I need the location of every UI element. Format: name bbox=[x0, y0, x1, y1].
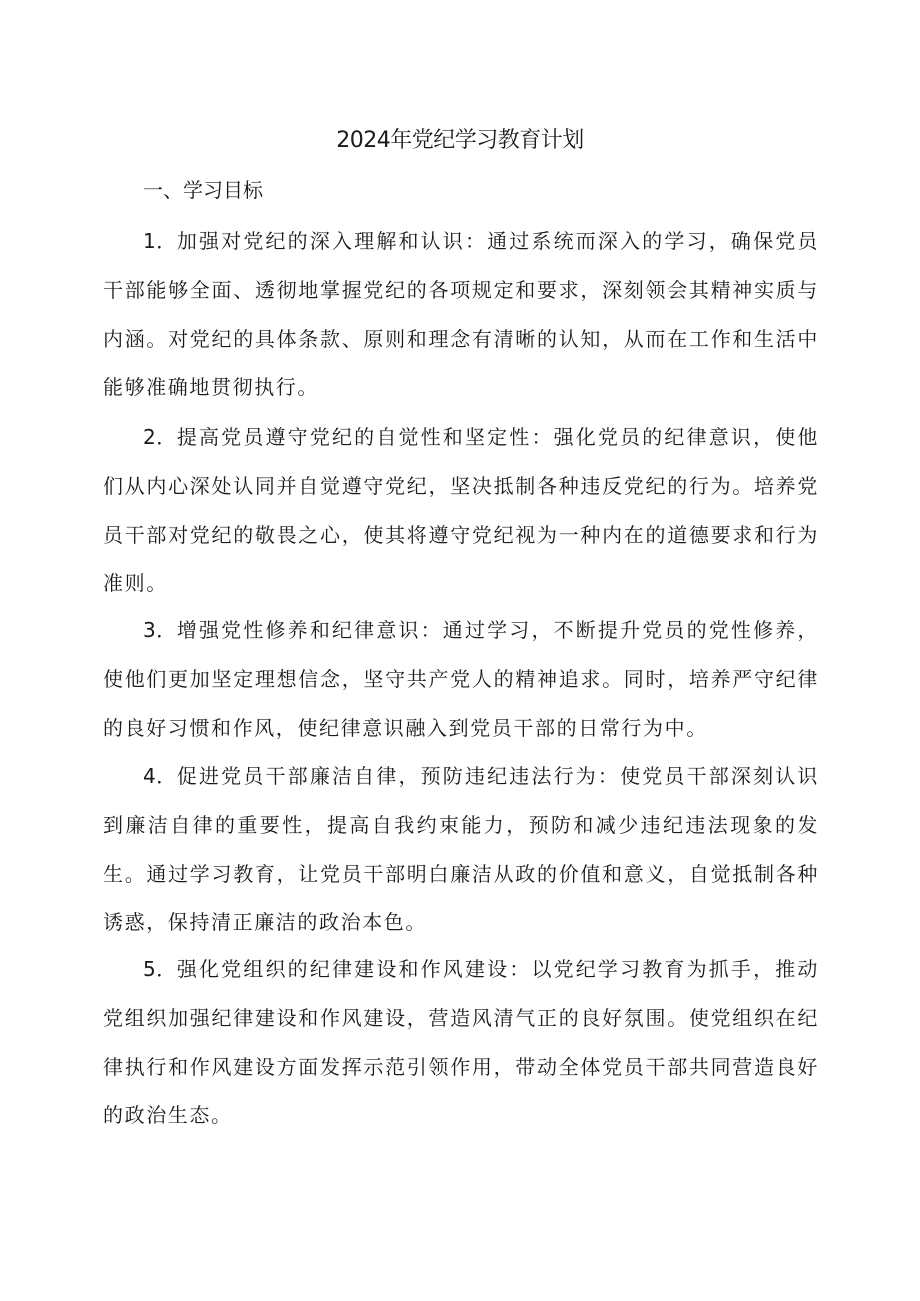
document-title: 2024年党纪学习教育计划 bbox=[336, 128, 584, 153]
paragraph-text: 增强党性修养和纪律意识：通过学习，不断提升党员的党性修养，使他们更加坚定理想信念，坚守共产党人的精神追求。同时，培养严守纪律的良好习惯和作风，使纪律意识融入到党员干部的日常行为中。 bbox=[103, 618, 819, 740]
section-heading: 一、学习目标 bbox=[143, 178, 263, 202]
paragraph-text: 加强对党纪的深入理解和认识：通过系统而深入的学习，确保党员干部能够全面、透彻地掌握党纪的各项规定和要求，深刻领会其精神实质与内涵。对党纪的具体条款、原则和理念有清晰的认知，从而在工作和生活中能够准确地贯彻执行。 bbox=[103, 229, 819, 400]
goal-paragraph-1: 1．加强对党纪的深入理解和认识：通过系统而深入的学习，确保党员干部能够全面、透彻地掌握党纪的各项规定和要求，深刻领会其精神实质与内涵。对党纪的具体条款、原则和理念有清晰的认知，从而在工作和生活中能够准确地贯彻执行。 bbox=[103, 229, 819, 400]
paragraph-number: 3 bbox=[143, 618, 156, 642]
goal-paragraph-5: 5．强化党组织的纪律建设和作风建设：以党纪学习教育为抓手，推动党组织加强纪律建设和作风建设，营造风清气正的良好氛围。使党组织在纪律执行和作风建设方面发挥示范引领作用，带动全体党员干部共同营造良好的政治生态。 bbox=[103, 957, 819, 1128]
paragraph-number: 5 bbox=[143, 957, 156, 981]
paragraph-number: 2 bbox=[143, 425, 156, 449]
paragraph-text: 提高党员遵守党纪的自觉性和坚定性：强化党员的纪律意识，使他们从内心深处认同并自觉遵守党纪，坚决抵制各种违反党纪的行为。培养党员干部对党纪的敬畏之心，使其将遵守党纪视为一种内在的道德要求和行为准则。 bbox=[103, 425, 819, 596]
goal-paragraph-3: 3．增强党性修养和纪律意识：通过学习，不断提升党员的党性修养，使他们更加坚定理想信念，坚守共产党人的精神追求。同时，培养严守纪律的良好习惯和作风，使纪律意识融入到党员干部的日常行为中。 bbox=[103, 618, 819, 740]
goal-paragraph-4: 4．促进党员干部廉洁自律，预防违纪违法行为：使党员干部深刻认识到廉洁自律的重要性，提高自我约束能力，预防和减少违纪违法现象的发生。通过学习教育，让党员干部明白廉洁从政的价值和意义，自觉抵制各种诱惑，保持清正廉洁的政治本色。 bbox=[103, 764, 819, 935]
paragraph-number: 4 bbox=[143, 764, 156, 788]
goal-paragraph-2: 2．提高党员遵守党纪的自觉性和坚定性：强化党员的纪律意识，使他们从内心深处认同并自觉遵守党纪，坚决抵制各种违反党纪的行为。培养党员干部对党纪的敬畏之心，使其将遵守党纪视为一种内在的道德要求和行为准则。 bbox=[103, 425, 819, 596]
paragraph-text: 强化党组织的纪律建设和作风建设：以党纪学习教育为抓手，推动党组织加强纪律建设和作风建设，营造风清气正的良好氛围。使党组织在纪律执行和作风建设方面发挥示范引领作用，带动全体党员干部共同营造良好的政治生态。 bbox=[103, 957, 819, 1128]
paragraph-number: 1 bbox=[143, 229, 156, 253]
paragraph-text: 促进党员干部廉洁自律，预防违纪违法行为：使党员干部深刻认识到廉洁自律的重要性，提高自我约束能力，预防和减少违纪违法现象的发生。通过学习教育，让党员干部明白廉洁从政的价值和意义，自觉抵制各种诱惑，保持清正廉洁的政治本色。 bbox=[103, 764, 819, 935]
